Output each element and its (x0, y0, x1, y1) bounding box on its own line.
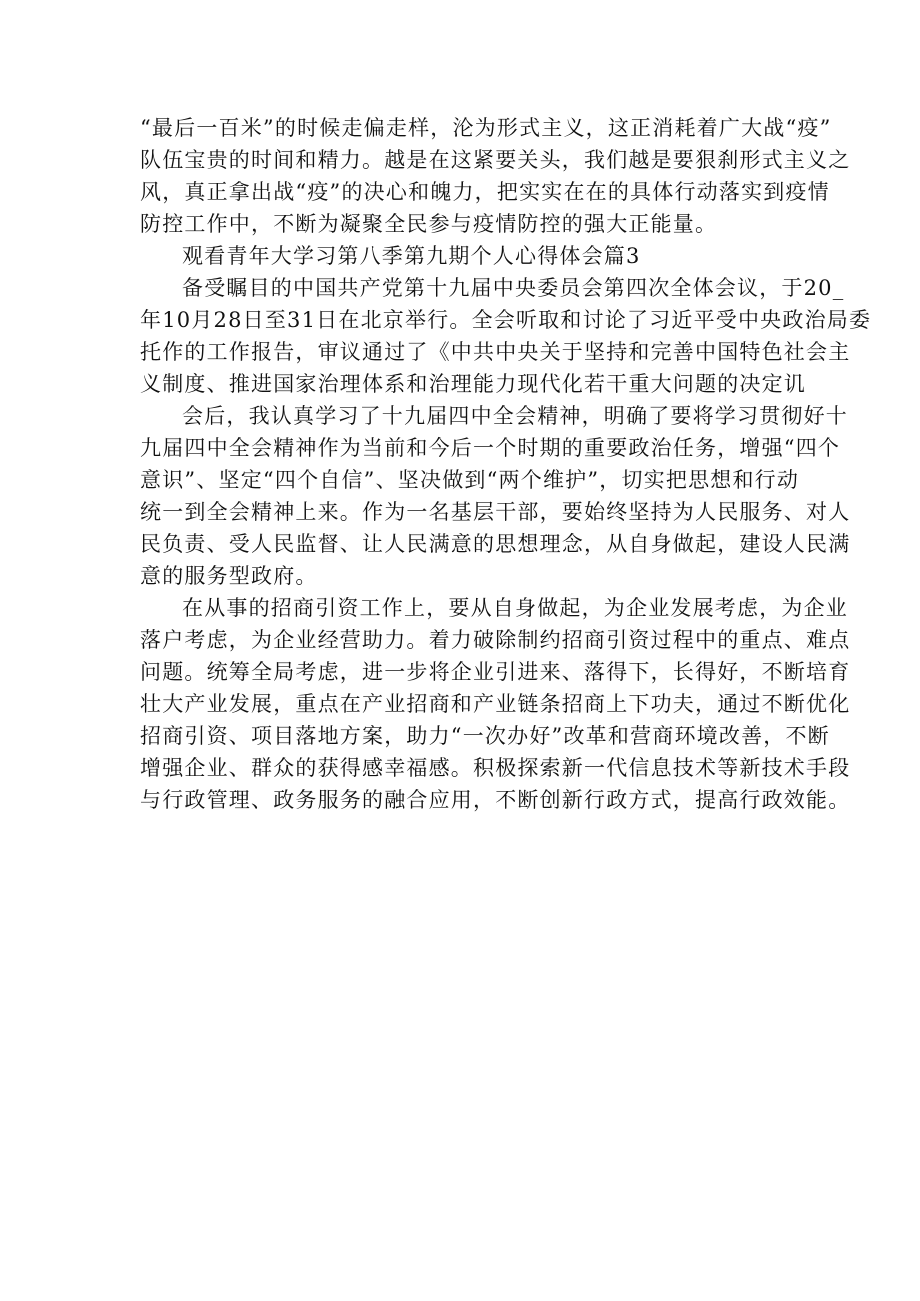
text-line: 年10月28日至31日在北京举行。全会听取和讨论了习近平受中央政治局委 (140, 308, 872, 332)
text-line: 防控工作中，不断为凝聚全民参与疫情防控的强大正能量。 (140, 212, 718, 236)
text-line: 统一到全会精神上来。作为一名基层干部，要始终坚持为人民服务、对人 (140, 500, 851, 524)
paragraph (140, 592, 851, 816)
text-line: 风，真正拿出战“疫”的决心和魄力，把实实在在的具体行动落实到疫情 (140, 180, 830, 204)
paragraph (140, 400, 851, 592)
paragraph (140, 112, 851, 240)
text-line: “最后一百米”的时候走偏走样，沦为形式主义，这正消耗着广大战“疫” (140, 116, 832, 140)
text-line: 会后，我认真学习了十九届四中全会精神，明确了要将学习贯彻好十 (182, 404, 848, 428)
text-line: 托作的工作报告，审议通过了《中共中央关于坚持和完善中国特色社会主 (140, 340, 851, 364)
section-heading (140, 240, 785, 272)
paragraph (140, 272, 872, 400)
text-line: 义制度、推进国家治理体系和治理能力现代化若干重大问题的决定讥 (140, 372, 806, 396)
text-line: 意的服务型政府。 (140, 564, 318, 588)
text-line: 意识”、坚定“四个自信”、坚决做到“两个维护”，切实把思想和行动 (140, 468, 800, 492)
text-line: 与行政管理、政务服务的融合应用，不断创新行政方式，提高行政效能。 (140, 788, 851, 812)
text-line: 九届四中全会精神作为当前和今后一个时期的重要政治任务，增强“四个 (140, 436, 841, 460)
text-line: 在从事的招商引资工作上，要从自身做起，为企业发展考虑，为企业 (182, 596, 848, 620)
text-line: 队伍宝贵的时间和精力。越是在这紧要关头，我们越是要狠刹形式主义之 (140, 148, 851, 172)
text-line: 落户考虑，为企业经营助力。着力破除制约招商引资过程中的重点、难点 (140, 628, 851, 652)
text-line: 备受瞩目的中国共产党第十九届中央委员会第四次全体会议，于20_ (182, 276, 845, 300)
text-line: 招商引资、项目落地方案，助力“一次办好”改革和营商环境改善，不断 (140, 724, 830, 748)
text-line: 观看青年大学习第八季第九期个人心得体会篇3 (182, 244, 641, 268)
text-line: 民负责、受人民监督、让人民满意的思想理念，从自身做起，建设人民满 (140, 532, 851, 556)
document-body (140, 112, 872, 816)
text-line: 壮大产业发展，重点在产业招商和产业链条招商上下功夫，通过不断优化 (140, 692, 851, 716)
text-line: 问题。统筹全局考虑，进一步将企业引进来、落得下，长得好，不断培育 (140, 660, 851, 684)
text-line: 增强企业、群众的获得感幸福感。积极探索新一代信息技术等新技术手段 (140, 756, 851, 780)
